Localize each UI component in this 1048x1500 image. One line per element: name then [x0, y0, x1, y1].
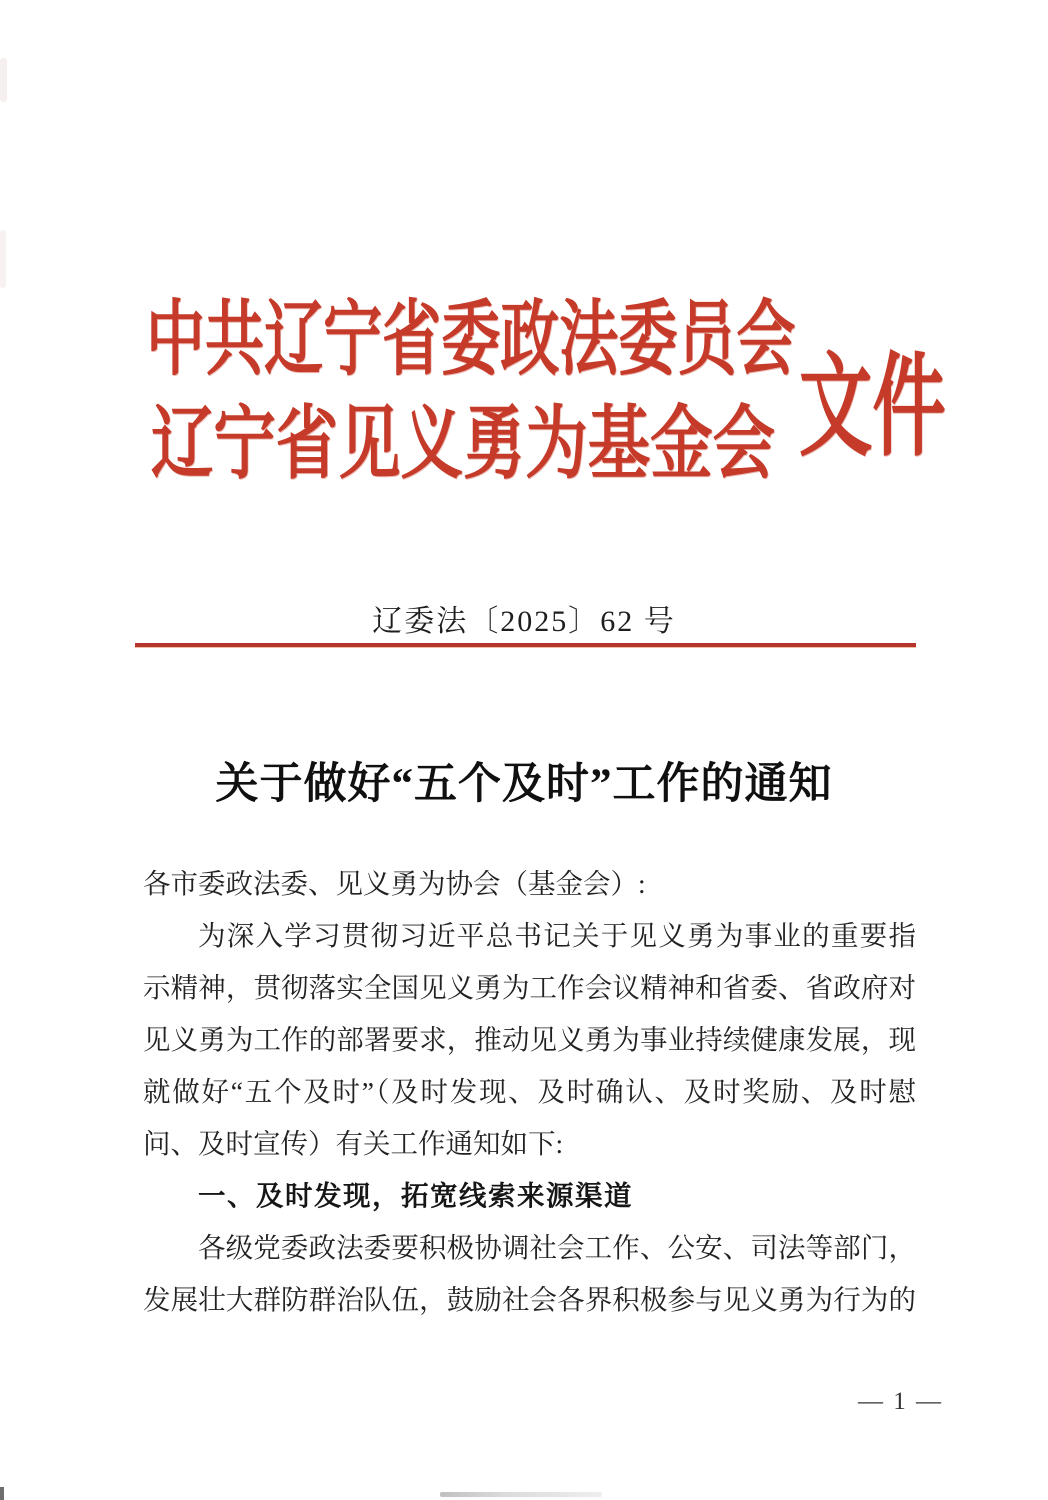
scan-smudge-bottom-center [440, 1492, 602, 1497]
letterhead-doc-type-label: 文件 [799, 346, 946, 470]
scan-smudge-left-top [0, 58, 7, 102]
document-body [143, 858, 916, 1326]
paragraph1-line1: 为深入学习贯彻习近平总书记关于见义勇为事业的重要指 [198, 920, 916, 951]
document-title: 关于做好“五个及时”工作的通知 [215, 761, 833, 808]
scan-mark-bottom-left [0, 1487, 4, 1500]
paragraph1-line4: 就做好“五个及时”（及时发现、及时确认、及时奖励、及时慰 [143, 1076, 916, 1107]
scan-smudge-left-mid [0, 230, 6, 288]
doc-reference-number: 辽委法〔2025〕62 号 [372, 605, 676, 638]
letterhead-org-line2: 辽宁省见义勇为基金会 [151, 401, 775, 489]
paragraph1-line2: 示精神，贯彻落实全国见义勇为工作会议精神和省委、省政府对 [143, 972, 916, 1003]
letterhead-org-line1: 中共辽宁省委政法委员会 [146, 294, 796, 385]
paragraph2-line2: 发展壮大群防群治队伍，鼓励社会各界积极参与见义勇为行为的 [143, 1284, 916, 1315]
salutation-line: 各市委政法委、见义勇为协会（基金会）: [143, 868, 646, 899]
section1-heading: 一、及时发现，拓宽线索来源渠道 [198, 1180, 633, 1211]
paragraph1-line5: 问、及时宣传）有关工作通知如下: [143, 1128, 564, 1159]
paragraph2-line1: 各级党委政法委要积极协调社会工作、公安、司法等部门， [198, 1232, 916, 1263]
red-separator-rule [135, 643, 916, 647]
page-number: — 1 — [858, 1388, 943, 1415]
paragraph1-line3: 见义勇为工作的部署要求，推动见义勇为事业持续健康发展，现 [143, 1024, 916, 1055]
